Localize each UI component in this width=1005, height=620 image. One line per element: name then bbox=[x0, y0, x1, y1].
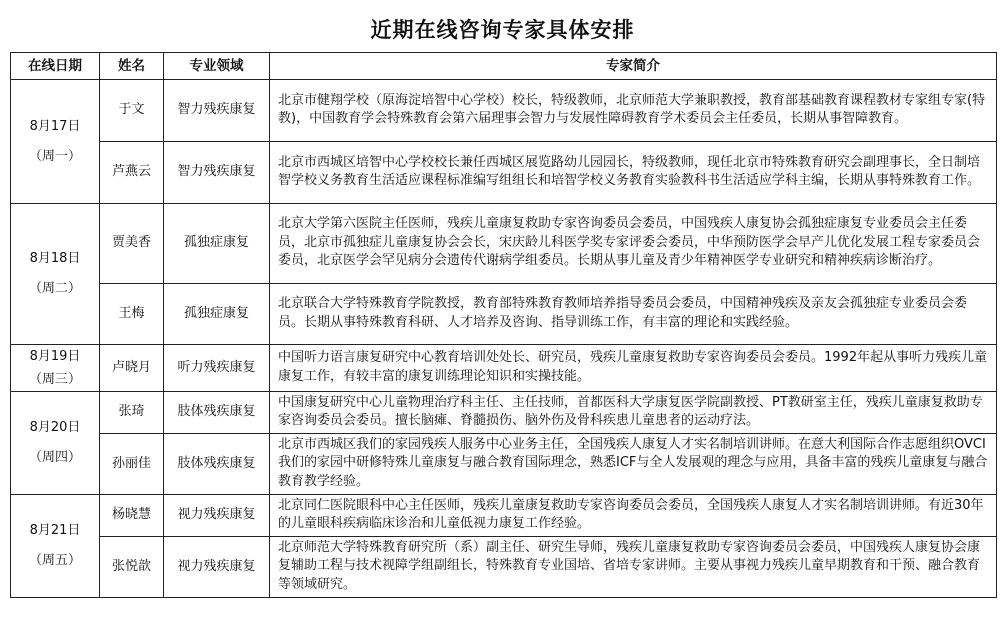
expert-intro: 北京大学第六医院主任医师，残疾儿童康复救助专家咨询委员会委员，中国残疾人康复协会孤独症康复专业委员会主任委员，北京市孤独症儿童康复协会会长，宋庆龄儿科医学奖专家评委会委员，中华预防医学会早产儿优化发展工程专家委员会委员，北京医学会罕见病分会遗传代谢病学组委员。长期从事儿童及青少年精神医学专业研究和精神疾病诊断治疗。 bbox=[270, 204, 997, 284]
expert-field: 听力残疾康复 bbox=[164, 345, 270, 392]
weekday-label: （周四） bbox=[28, 450, 81, 465]
expert-intro: 北京市健翔学校（原海淀培智中心学校）校长，特级教师，北京师范大学兼职教授，教育部基础教育课程教材专家组专家(特教)，中国教育学会特殊教育会第六届理事会智力与发展性障碍教育学术委员会主任委员，长期从事智障教育。 bbox=[270, 80, 997, 142]
expert-field: 视力残疾康复 bbox=[164, 495, 270, 537]
date-label: 8月18日 bbox=[29, 251, 81, 266]
expert-intro: 北京市西城区我们的家园残疾人服务中心业务主任，全国残疾人康复人才实名制培训讲师。在意大利国际合作志愿组织OVCI我们的家园中研修特殊儿童康复与融合教育国际理念，熟悉ICF与全人发展观的理念与应用，具备丰富的残疾儿童康复与融合教育教学经验。 bbox=[270, 434, 997, 495]
expert-intro: 中国康复研究中心儿童物理治疗科主任、主任技师，首都医科大学康复医学院副教授、PT教研室主任，残疾儿童康复救助专家咨询委员会委员。擅长脑瘫、脊髓损伤、脑外伤及骨科疾患儿童患者的运动疗法。 bbox=[270, 392, 997, 434]
expert-name: 张悦歆 bbox=[100, 537, 164, 598]
expert-schedule-table bbox=[10, 52, 997, 598]
expert-intro: 北京师范大学特殊教育研究所（系）副主任、研究生导师，残疾儿童康复救助专家咨询委员会委员，中国残疾人康复协会康复辅助工程与技术视障学组副组长，特殊教育专业国培、省培专家讲师。主要从事视力残疾儿童早期教育和干预、融合教育等领域研究。 bbox=[270, 537, 997, 598]
expert-name: 卢晓月 bbox=[100, 345, 164, 392]
expert-name: 贾美香 bbox=[100, 204, 164, 284]
date-label: 8月21日 bbox=[29, 523, 81, 538]
table-row bbox=[11, 142, 997, 204]
date-cell bbox=[11, 495, 100, 598]
expert-name: 张琦 bbox=[100, 392, 164, 434]
expert-name: 芦燕云 bbox=[100, 142, 164, 204]
date-cell bbox=[11, 80, 100, 204]
expert-field: 孤独症康复 bbox=[164, 204, 270, 284]
expert-field: 肢体残疾康复 bbox=[164, 392, 270, 434]
expert-name: 于文 bbox=[100, 80, 164, 142]
table-row bbox=[11, 284, 997, 345]
table-row bbox=[11, 434, 997, 495]
date-cell bbox=[11, 392, 100, 495]
expert-intro: 中国听力语言康复研究中心教育培训处处长、研究员，残疾儿童康复救助专家咨询委员会委员。1992年起从事听力残疾儿童康复工作，有较丰富的康复训练理论知识和实操技能。 bbox=[270, 345, 997, 392]
table-row bbox=[11, 204, 997, 284]
weekday-label: （周五） bbox=[28, 553, 81, 568]
expert-name: 王梅 bbox=[100, 284, 164, 345]
expert-field: 肢体残疾康复 bbox=[164, 434, 270, 495]
header-intro: 专家简介 bbox=[270, 53, 997, 80]
date-label: 8月20日 bbox=[29, 420, 81, 435]
expert-intro: 北京联合大学特殊教育学院教授，教育部特殊教育教师培养指导委员会委员，中国精神残疾及亲友会孤独症专业委员会委员。长期从事特殊教育科研、人才培养及咨询、指导训练工作，有丰富的理论和实践经验。 bbox=[270, 284, 997, 345]
date-cell bbox=[11, 204, 100, 345]
date-label: 8月17日 bbox=[29, 118, 81, 134]
table-row bbox=[11, 80, 997, 142]
page-title: 近期在线咨询专家具体安排 bbox=[370, 18, 635, 42]
date-label: 8月19日 bbox=[29, 349, 81, 364]
expert-name: 孙丽佳 bbox=[100, 434, 164, 495]
weekday-label: （周一） bbox=[28, 148, 81, 164]
expert-intro: 北京同仁医院眼科中心主任医师，残疾儿童康复救助专家咨询委员会委员，全国残疾人康复人才实名制培训讲师。有近30年的儿童眼科疾病临床诊治和儿童低视力康复工作经验。 bbox=[270, 495, 997, 537]
date-cell bbox=[11, 345, 100, 392]
expert-field: 视力残疾康复 bbox=[164, 537, 270, 598]
weekday-label: （周二） bbox=[28, 281, 81, 296]
expert-field: 智力残疾康复 bbox=[164, 80, 270, 142]
expert-name: 杨晓慧 bbox=[100, 495, 164, 537]
weekday-label: （周三） bbox=[28, 372, 81, 387]
table-row bbox=[11, 392, 997, 434]
header-date: 在线日期 bbox=[11, 53, 100, 80]
header-name: 姓名 bbox=[100, 53, 164, 80]
table-row bbox=[11, 495, 997, 537]
header-row bbox=[11, 53, 997, 80]
table-row bbox=[11, 537, 997, 598]
expert-field: 智力残疾康复 bbox=[164, 142, 270, 204]
expert-field: 孤独症康复 bbox=[164, 284, 270, 345]
table-row bbox=[11, 345, 997, 392]
header-field: 专业领域 bbox=[164, 53, 270, 80]
expert-intro: 北京市西城区培智中心学校校长兼任西城区展览路幼儿园园长，特级教师，现任北京市特殊教育研究会副理事长，全日制培智学校义务教育生活适应课程标准编写组组长和培智学校义务教育实验教科书生活适应学科主编，长期从事特殊教育工作。 bbox=[270, 142, 997, 204]
